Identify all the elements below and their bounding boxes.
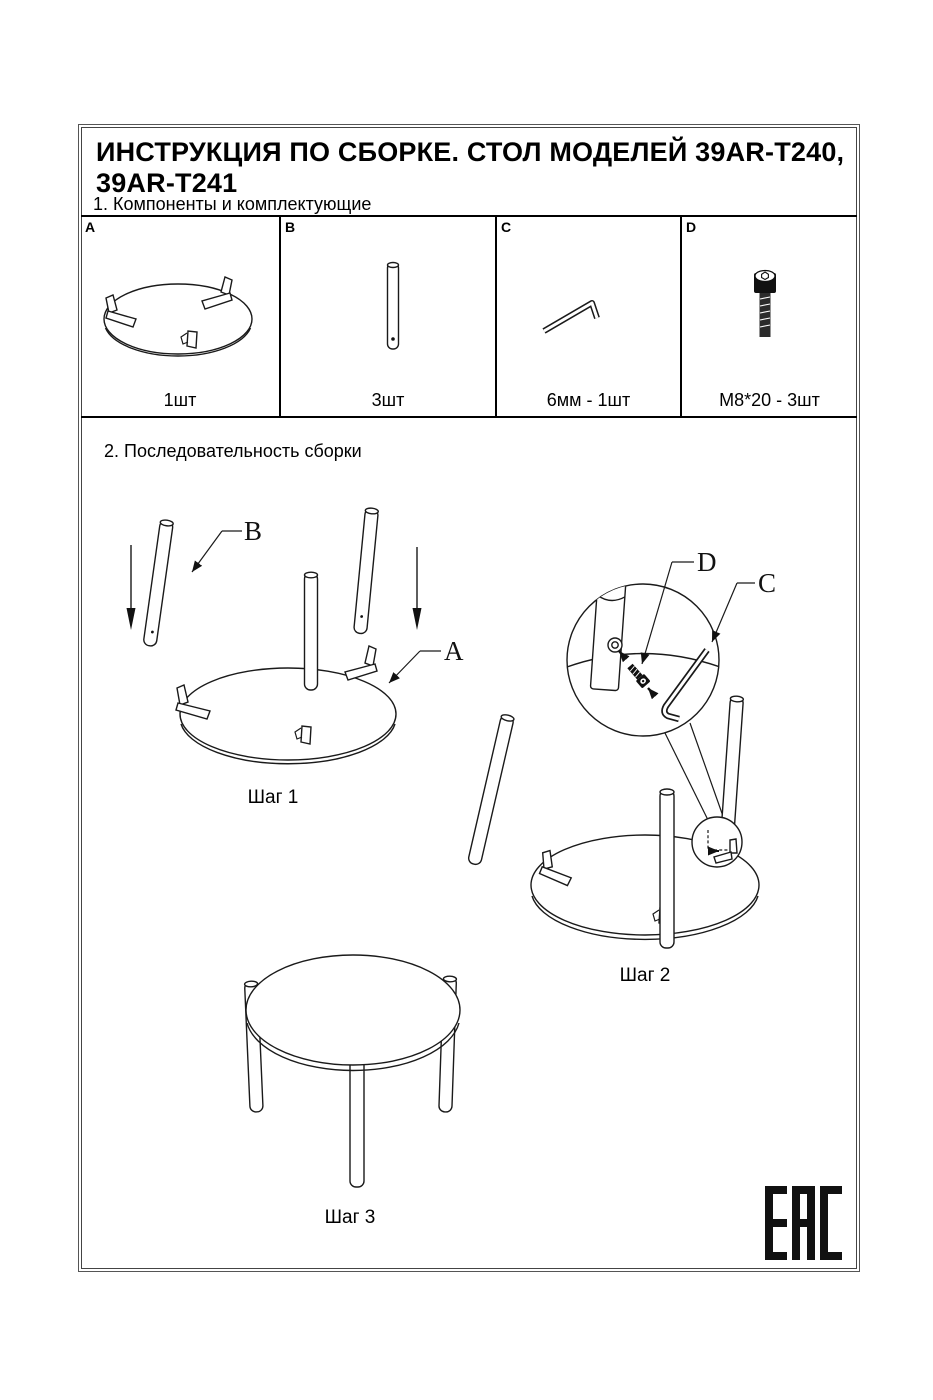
callout-c-label: C bbox=[758, 568, 777, 598]
down-arrow-icon bbox=[413, 608, 422, 630]
down-arrow-icon bbox=[127, 608, 136, 630]
component-qty-a: 1шт bbox=[163, 390, 197, 410]
component-qty-b: 3шт bbox=[371, 390, 405, 410]
step3-label: Шаг 3 bbox=[324, 1207, 376, 1228]
callout-b bbox=[192, 516, 262, 572]
section-assembly-title: 2. Последовательность сборки bbox=[104, 441, 362, 461]
component-letter-b: B bbox=[285, 219, 296, 235]
callout-d-label: D bbox=[697, 547, 717, 577]
step3-diagram bbox=[244, 955, 460, 1228]
callout-b-label: B bbox=[244, 516, 263, 546]
section-components-title: 1. Компоненты и комплектующие bbox=[93, 194, 372, 214]
assembly-diagrams bbox=[78, 470, 860, 1270]
eac-mark bbox=[765, 1186, 842, 1260]
component-cell-a bbox=[81, 217, 279, 416]
components-table bbox=[81, 215, 857, 418]
step1-diagram bbox=[127, 508, 465, 808]
table-top-illustration bbox=[81, 233, 279, 383]
callout-c bbox=[712, 568, 776, 642]
leg-tube-illustration bbox=[281, 233, 497, 383]
component-letter-c: C bbox=[501, 219, 512, 235]
page-title: ИНСТРУКЦИЯ ПО СБОРКЕ. СТОЛ МОДЕЛЕЙ 39AR-T240, 39AR-T241 bbox=[96, 137, 845, 198]
step2-diagram bbox=[467, 547, 776, 986]
callout-a-label: A bbox=[444, 636, 464, 666]
component-qty-c: 6мм - 1шт bbox=[546, 390, 631, 410]
component-cell-b bbox=[279, 217, 495, 416]
component-qty-d: M8*20 - 3шт bbox=[719, 390, 820, 410]
hex-key-illustration bbox=[497, 233, 682, 383]
component-cell-d bbox=[680, 217, 857, 416]
step1-label: Шаг 1 bbox=[247, 787, 299, 808]
component-letter-d: D bbox=[686, 219, 697, 235]
component-letter-a: A bbox=[85, 219, 96, 235]
callout-a bbox=[389, 636, 464, 683]
bolt-illustration bbox=[682, 233, 859, 383]
step2-label: Шаг 2 bbox=[619, 965, 671, 986]
component-cell-c bbox=[495, 217, 680, 416]
